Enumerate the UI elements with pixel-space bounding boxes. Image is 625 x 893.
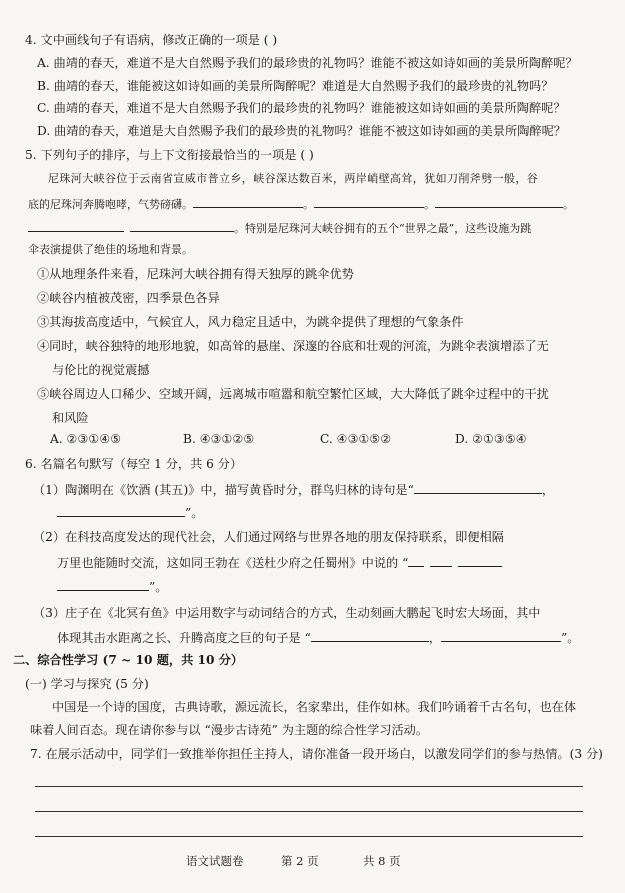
q4-option-a: A. 曲靖的春天，难道不是大自然赐予我们的最珍贵的礼物吗？谁能不被这如诗如画的美景所陶醉呢？	[37, 56, 578, 70]
q6-part3-line2: 体现其击水距离之长、升腾高度之巨的句子是 “ ， ”。	[57, 631, 580, 645]
q6-part3-blank-1[interactable]	[311, 629, 429, 642]
q5-sentence-3: ③其海拔高度适中，气候宜人，风力稳定且适中，为跳伞提供了理想的气象条件	[37, 315, 464, 329]
footer-page-number: 第 2 页	[281, 854, 319, 868]
section2-subsection-1: (一) 学习与探究 (5 分)	[25, 677, 149, 691]
q5-sentence-5-line2: 和风险	[52, 411, 89, 425]
q6-part1-line1: （1）陶渊明在《饮酒 (其五)》中，描写黄昏时分，群鸟归林的诗句是“ ，	[33, 483, 554, 497]
q5-stem: 5. 下列句子的排序，与上下文衔接最恰当的一项是 ( )	[25, 148, 314, 162]
q5-passage-line1: 尼珠河大峡谷位于云南省宣威市普立乡，峡谷深达数百米，两岸峭壁高耸，犹如刀削斧劈一般，谷	[48, 172, 539, 185]
q5-choice-d: D. ②①③⑤④	[455, 432, 527, 446]
q7-answer-line-1[interactable]	[35, 786, 583, 787]
q6-part1-blank-1[interactable]	[414, 481, 542, 494]
q5-sentence-1: ①从地理条件来看，尼珠河大峡谷拥有得天独厚的跳伞优势	[37, 267, 354, 281]
footer-subject: 语文试题卷	[186, 854, 244, 868]
q6-part3-line1: （3）庄子在《北冥有鱼》中运用数字与动词结合的方式，生动刻画大鹏起飞时宏大场面，其中	[33, 606, 541, 620]
q5-passage-line3: 。特别是尼珠河大峡谷拥有的五个“世界之最”，这些设施为跳	[28, 219, 531, 237]
q6-part2-line1: （2）在科技高度发达的现代社会，人们通过网络与世界各地的朋友保持联系，即便相隔	[33, 530, 504, 544]
q6-part2-line2: 万里也能随时交流，这如同王勃在《送杜少府之任蜀州》中说的 “	[57, 554, 502, 571]
q6-part2-line3: ”。	[57, 578, 167, 595]
q5-passage-line4: 伞表演提供了绝佳的场地和背景。	[28, 243, 193, 256]
q6-part3-blank-2[interactable]	[441, 629, 561, 642]
q6-part2-blank-4[interactable]	[57, 578, 149, 591]
q4-option-b: B. 曲靖的春天，谁能被这如诗如画的美景所陶醉呢？难道是大自然赐予我们的最珍贵的礼物吗？	[37, 79, 554, 93]
section2-intro-line2: 味着人间百态。现在请你参与以 “漫步古诗苑” 为主题的综合性学习活动。	[30, 723, 429, 737]
q4-option-d: D. 曲靖的春天，难道是大自然赐予我们的最珍贵的礼物吗？谁能不被这如诗如画的美景所陶醉呢？	[37, 124, 566, 138]
q6-part1-line2: ”。	[57, 504, 203, 521]
footer-total-pages: 共 8 页	[363, 854, 401, 868]
q5-sentence-4-line2: 与伦比的视觉震撼	[52, 363, 150, 377]
q5-sentence-4-line1: ④同时，峡谷独特的地形地貌，如高耸的悬崖、深邃的谷底和壮观的河流，为跳伞表演增添了无	[37, 339, 549, 353]
q5-passage-line2: 底的尼珠河奔腾咆哮，气势磅礴。 。 。 。	[28, 195, 574, 213]
q6-stem: 6. 名篇名句默写（每空 1 分，共 6 分）	[25, 457, 243, 471]
q6-part2-blank-1[interactable]	[408, 554, 424, 567]
q5-blank-4[interactable]	[28, 219, 124, 232]
section2-intro-line1: 中国是一个诗的国度，古典诗歌，源远流长，名家辈出，佳作如林。我们吟诵着千古名句，也在体	[52, 700, 577, 714]
q5-choice-a: A. ②③①④⑤	[50, 432, 122, 446]
q5-blank-3[interactable]	[435, 195, 563, 208]
q7-answer-line-2[interactable]	[35, 811, 583, 812]
q4-stem: 4. 文中画线句子有语病，修改正确的一项是 ( )	[25, 33, 278, 47]
q5-blank-2[interactable]	[314, 195, 424, 208]
q6-part2-blank-2[interactable]	[430, 554, 452, 567]
q7-answer-line-3[interactable]	[35, 836, 583, 837]
section2-title: 二、综合性学习 (7 ~ 10 题，共 10 分）	[13, 653, 244, 667]
q5-sentence-5-line1: ⑤峡谷周边人口稀少、空域开阔，远离城市喧嚣和航空繁忙区域，大大降低了跳伞过程中的干扰	[37, 387, 549, 401]
q6-part2-blank-3[interactable]	[458, 554, 502, 567]
q5-choice-c: C. ④③①⑤②	[320, 432, 392, 446]
q5-sentence-2: ②峡谷内植被茂密，四季景色各异	[37, 291, 220, 305]
q7-stem: 7. 在展示活动中，同学们一致推举你担任主持人，请你准备一段开场白，以激发同学们的参与热情。(3 分)	[30, 747, 603, 761]
q6-part1-blank-2[interactable]	[57, 504, 185, 517]
q5-blank-5[interactable]	[130, 219, 234, 232]
q4-option-c: C. 曲靖的春天，难道不是大自然赐予我们的最珍贵的礼物吗？谁能被这如诗如画的美景所陶醉呢？	[37, 101, 566, 115]
q5-choice-b: B. ④③①②⑤	[183, 432, 255, 446]
q5-blank-1[interactable]	[193, 195, 303, 208]
